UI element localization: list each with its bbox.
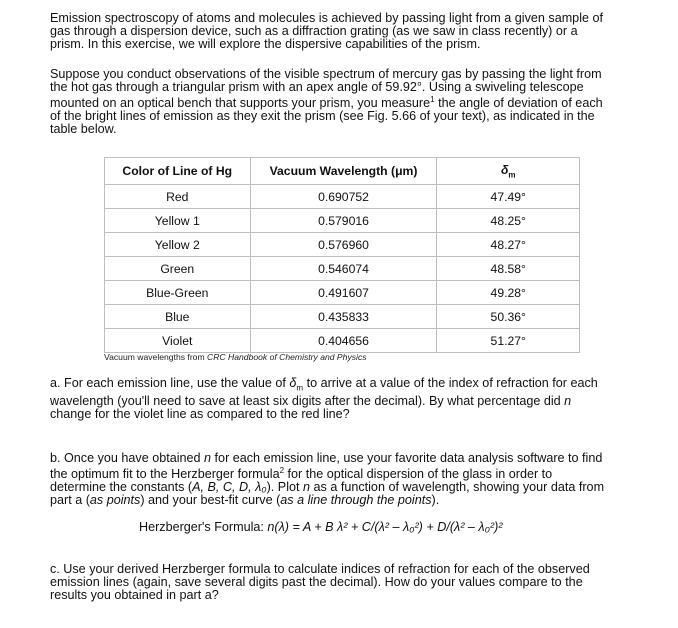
footnote-marker-2: 2 <box>279 465 285 475</box>
part-c-text: c. Use your derived Herzberger formula to calculate indices of refraction for each of the observed emission lines (again, save several digits past the decimal). How do your values compare to the results you obtained in part a? <box>50 562 590 602</box>
herzberger-formula <box>139 520 659 534</box>
cell-wavelength: 0.546074 <box>250 257 437 281</box>
cell-deviation: 48.25° <box>437 209 580 233</box>
header-wavelength: Vacuum Wavelength (μm) <box>250 158 437 185</box>
table-row <box>105 233 580 257</box>
table-row <box>105 209 580 233</box>
part-c-paragraph <box>50 563 610 602</box>
cell-wavelength: 0.435833 <box>250 305 437 329</box>
cell-wavelength: 0.576960 <box>250 233 437 257</box>
cell-deviation: 50.36° <box>437 305 580 329</box>
emission-lines-table <box>104 157 580 353</box>
part-b-line: as a line through the points <box>280 492 432 507</box>
table-row <box>105 281 580 305</box>
part-a-delta-sub: m <box>296 383 304 393</box>
setup-paragraph <box>50 68 610 136</box>
part-b-text-4: ). Plot <box>266 480 304 494</box>
part-b-text-1: b. Once you have obtained <box>50 451 205 465</box>
setup-text-b: the angle of deviation of each of the bright lines of emission as they exit the prism (see Fig. 5.66 of your text), as indicated in the table below. <box>50 96 603 136</box>
header-deviation <box>437 158 580 185</box>
cell-color: Yellow 2 <box>105 233 251 257</box>
part-b-n-1: n <box>204 451 212 465</box>
part-b-constants: A, B, C, D, λ₀ <box>192 480 267 494</box>
part-b-n-2: n <box>303 480 311 494</box>
cell-deviation: 47.49° <box>437 185 580 209</box>
table-row <box>105 329 580 353</box>
cell-wavelength: 0.404656 <box>250 329 437 353</box>
delta-symbol: δ <box>500 162 509 177</box>
header-color: Color of Line of Hg <box>105 158 251 185</box>
table-row <box>105 305 580 329</box>
cell-color: Violet <box>105 329 251 353</box>
setup-text-a: Suppose you conduct observations of the visible spectrum of mercury gas by passing the light from the hot gas through a triangular prism with an apex angle of 59.92°. Using a swiveling telescope mounted on an optical bench that supports your prism, you measure <box>50 67 602 110</box>
cell-color: Blue <box>105 305 251 329</box>
part-a-text-3: change for the violet line as compared to the red line? <box>50 407 350 422</box>
delta-subscript: m <box>508 170 516 180</box>
table-row <box>105 257 580 281</box>
part-a-n: n <box>564 394 572 409</box>
formula-expression: n(λ) = A + B λ² + C/(λ² – λ₀²) + D/(λ² – λ₀²)² <box>267 520 503 534</box>
cell-deviation: 49.28° <box>437 281 580 305</box>
part-a-paragraph <box>50 377 610 421</box>
caption-text: Vacuum wavelengths from <box>104 352 208 362</box>
part-b-text-5: as a function of wavelength, showing your data from part a ( <box>50 480 605 507</box>
cell-color: Green <box>105 257 251 281</box>
table-caption <box>104 352 367 362</box>
part-b-text-7: ). <box>431 492 440 507</box>
cell-wavelength: 0.579016 <box>250 209 437 233</box>
part-b-text-6: ) and your best-fit curve ( <box>140 492 281 507</box>
intro-text: Emission spectroscopy of atoms and molecules is achieved by passing light from a given sample of gas through a dispersion device, such as a diffraction grating (as we saw in class recently) or a prism. In this exercise, we will explore the dispersive capabilities of the prism. <box>50 11 603 51</box>
cell-deviation: 51.27° <box>437 329 580 353</box>
cell-color: Yellow 1 <box>105 209 251 233</box>
part-a-text-2: to arrive at a value of the index of refraction for each wavelength (you'll need to save at least six digits after the decimal). By what percentage did <box>50 376 598 409</box>
cell-wavelength: 0.690752 <box>250 185 437 209</box>
table-header-row <box>105 158 580 185</box>
part-b-points: as points <box>89 492 141 507</box>
part-b-text-3: for the optical dispersion of the glass in order to determine the constants ( <box>50 467 553 494</box>
cell-deviation: 48.27° <box>437 233 580 257</box>
footnote-marker-1: 1 <box>430 94 435 104</box>
part-b-paragraph <box>50 452 610 507</box>
part-b-text-2: for each emission line, use your favorite data analysis software to find the optimum fit to the Herzberger formula <box>50 451 603 482</box>
part-a-delta: δ <box>289 376 297 390</box>
cell-deviation: 48.58° <box>437 257 580 281</box>
formula-label: Herzberger's Formula: <box>139 520 268 534</box>
table-row <box>105 185 580 209</box>
part-a-text-1: a. For each emission line, use the value of <box>50 376 290 390</box>
cell-color: Blue-Green <box>105 281 251 305</box>
intro-paragraph <box>50 12 610 51</box>
cell-wavelength: 0.491607 <box>250 281 437 305</box>
caption-source: CRC Handbook of Chemistry and Physics <box>207 352 367 362</box>
cell-color: Red <box>105 185 251 209</box>
